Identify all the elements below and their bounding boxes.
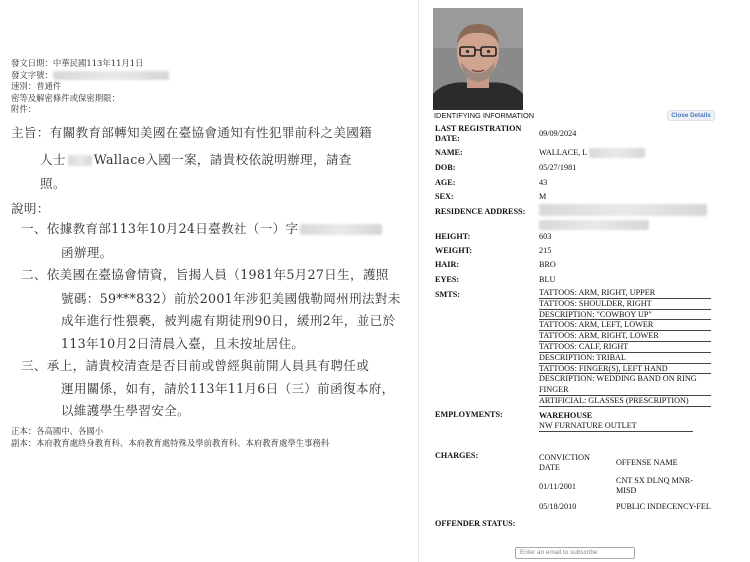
subject-line-3: 照。 — [40, 176, 66, 191]
meta-classification: 密等及解密條件或保密期限： — [11, 92, 120, 103]
name-label: NAME: — [435, 148, 463, 157]
smt-item: FINGER — [539, 385, 711, 396]
offender-photo — [433, 8, 523, 110]
document-meta — [11, 58, 169, 116]
employment-type: WAREHOUSE — [539, 411, 593, 420]
item-2-line-3: 成年進行性猥褻，被判處有期徒刑90日，緩刑2年，並已於 — [61, 313, 396, 328]
smt-item: DESCRIPTION: TRIBAL — [539, 353, 711, 364]
charge-date: 05/18/2010 — [539, 502, 577, 511]
registry-details — [418, 0, 750, 562]
employment-employer: NW FURNATURE OUTLET — [539, 421, 637, 430]
recipients: 正本：各高國中、各國小 — [11, 426, 104, 436]
meta-doc-number: 發文字號： — [11, 70, 169, 82]
eyes-label: EYES: — [435, 275, 460, 284]
cc-recipients: 副本：本府教育處終身教育科、本府教育處特殊及學前教育科、本府教育處學生事務科 — [11, 438, 330, 448]
last-registration-label-2: DATE: — [435, 134, 460, 143]
item-2-line-1: 二、依美國在臺協會情資，旨揭人員（1981年5月27日生，護照 — [21, 267, 389, 282]
charge-offense-cont: MISD — [616, 486, 637, 495]
charges-col-date-2: DATE — [539, 463, 560, 472]
dob-value: 05/27/1981 — [539, 163, 577, 172]
dob-label: DOB: — [435, 163, 456, 172]
subject-line-1: 主旨：有關教育部轉知美國在臺協會通知有性犯罪前科之美國籍 — [11, 125, 373, 140]
item-1-line-1: 一、依據教育部113年10月24日臺教社（一）字 — [21, 218, 382, 237]
item-3-line-3: 以維護學生學習安全。 — [61, 403, 190, 418]
redaction — [589, 148, 645, 158]
subject-line-2: 人士 Wallace入國一案，請貴校依說明辦理，請查 — [40, 152, 352, 167]
height-value: 603 — [539, 232, 552, 241]
residence-address-redacted — [539, 204, 707, 216]
charges-col-offense: OFFENSE NAME — [616, 458, 678, 467]
smt-item: TATTOOS: SHOULDER, RIGHT — [539, 299, 711, 310]
explain-label: 說明： — [11, 201, 50, 216]
smts-list — [539, 288, 711, 407]
meta-date: 發文日期：中華民國113年11月1日 — [11, 58, 144, 68]
item-3-line-2: 運用關係，如有，請於113年11月6日（三）前函復本府， — [61, 381, 395, 396]
employment-underline — [539, 431, 693, 432]
redaction — [53, 71, 169, 80]
residence-address-redacted — [539, 220, 649, 230]
item-1-line-2: 函辦理。 — [61, 245, 113, 260]
smt-item: TATTOOS: CALF, RIGHT — [539, 342, 711, 353]
smts-label: SMTS: — [435, 290, 461, 299]
last-registration-label-1: LAST REGISTRATION — [435, 124, 522, 133]
item-3-line-1: 三、承上，請貴校清查是否目前或曾經與前開人員具有聘任或 — [21, 358, 370, 373]
sex-value: M — [539, 192, 547, 201]
smt-item: DESCRIPTION: WEDDING BAND ON RING — [539, 374, 697, 384]
age-value: 43 — [539, 178, 548, 187]
charge-offense: PUBLIC INDECENCY-FEL — [616, 502, 711, 511]
smt-item: ARTIFICIAL: GLASSES (PRESCRIPTION) — [539, 396, 711, 407]
redaction — [300, 224, 382, 235]
residence-address-label: RESIDENCE ADDRESS: — [435, 207, 526, 216]
smt-item: DESCRIPTION: "COWBOY UP" — [539, 310, 711, 321]
hair-value: BRO — [539, 260, 556, 269]
close-details-button[interactable]: Close Details — [667, 110, 715, 121]
age-label: AGE: — [435, 178, 456, 187]
charge-offense: CNT SX DLNQ MNR- — [616, 476, 693, 485]
offender-status-label: OFFENDER STATUS: — [435, 519, 516, 528]
smt-item: TATTOOS: ARM, RIGHT, LOWER — [539, 331, 711, 342]
smt-item: TATTOOS: FINGER(S), LEFT HAND — [539, 364, 711, 375]
item-2-line-2: 號碼：59***832）前於2001年涉犯美國俄勒岡州刑法對未 — [61, 291, 401, 306]
section-title: IDENTIFYING INFORMATION — [434, 111, 535, 120]
redaction — [68, 155, 92, 166]
meta-speed: 速別：普通件 — [11, 81, 62, 92]
smt-item: TATTOOS: ARM, LEFT, LOWER — [539, 320, 711, 331]
name-value: WALLACE, L — [539, 148, 645, 158]
weight-label: WEIGHT: — [435, 246, 473, 255]
subscribe-email-input[interactable]: Enter an email to subscribe — [515, 547, 635, 559]
offender-photo-image — [433, 8, 523, 110]
smt-item: TATTOOS: ARM, RIGHT, UPPER — [539, 288, 711, 299]
sex-label: SEX: — [435, 192, 454, 201]
charge-date: 01/11/2001 — [539, 482, 576, 491]
weight-value: 215 — [539, 246, 552, 255]
height-label: HEIGHT: — [435, 232, 471, 241]
item-2-line-4: 113年10月2日清晨入臺，且未按址居住。 — [61, 336, 305, 351]
employments-label: EMPLOYMENTS: — [435, 410, 503, 419]
charges-label: CHARGES: — [435, 451, 479, 460]
meta-attachment: 附件： — [11, 104, 37, 115]
last-registration-value: 09/09/2024 — [539, 129, 577, 138]
charges-col-date-1: CONVICTION — [539, 453, 590, 462]
eyes-value: BLU — [539, 275, 556, 284]
hair-label: HAIR: — [435, 260, 460, 269]
